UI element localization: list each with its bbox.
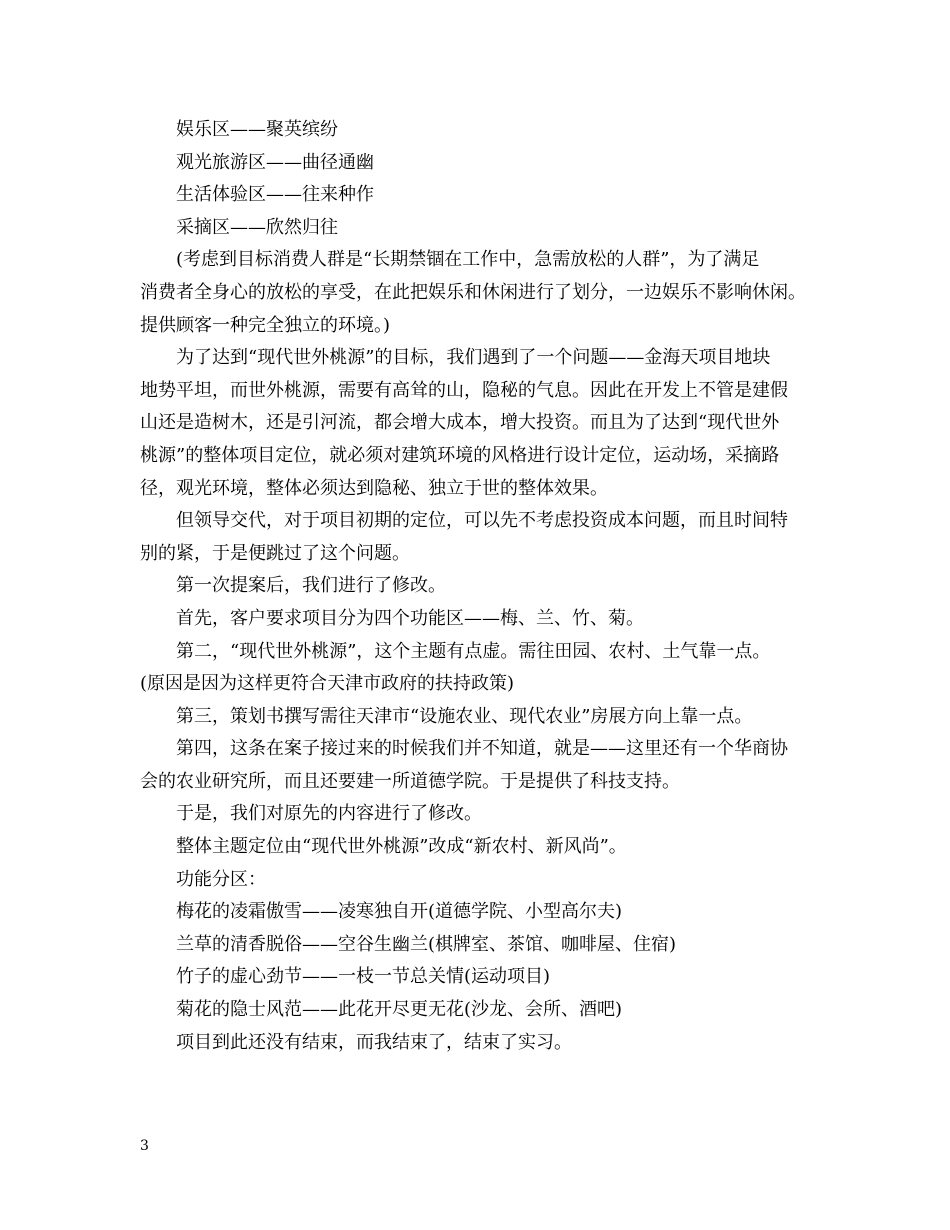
text-line: 提供顾客一种完全独立的环境。) bbox=[140, 314, 391, 336]
text-line: 生活体验区——往来种作 bbox=[176, 184, 374, 206]
text-line: 桃源”的整体项目定位，就必须对建筑环境的风格进行设计定位，运动场，采摘路 bbox=[140, 444, 780, 466]
text-line: 但领导交代，对于项目初期的定位，可以先不考虑投资成本问题，而且时间特 bbox=[176, 510, 788, 532]
text-line: 首先，客户要求项目分为四个功能区——梅、兰、竹、菊。 bbox=[176, 607, 644, 629]
text-line: 娱乐区——聚英缤纷 bbox=[176, 119, 338, 140]
text-line: 采摘区——欣然归往 bbox=[176, 216, 338, 238]
text-line: 山还是造树木，还是引河流，都会增大成本，增大投资。而且为了达到“现代世外 bbox=[140, 412, 780, 434]
text-line: 第三，策划书撰写需往天津市“设施农业、现代农业”房展方向上靠一点。 bbox=[176, 705, 753, 727]
text-line: 菊花的隐士风范——此花开尽更无花(沙龙、会所、酒吧) bbox=[176, 999, 623, 1021]
text-line: 消费者全身心的放松的享受，在此把娱乐和休闲进行了划分，一边娱乐不影响休闲。 bbox=[140, 281, 806, 303]
text-line: 第四，这条在案子接过来的时候我们并不知道，就是——这里还有一个华商协 bbox=[176, 738, 788, 760]
text-line: 功能分区： bbox=[176, 868, 266, 890]
text-line: 于是，我们对原先的内容进行了修改。 bbox=[176, 803, 482, 825]
text-line: 观光旅游区——曲径通幽 bbox=[176, 151, 374, 173]
text-line: (原因是因为这样更符合天津市政府的扶持政策) bbox=[140, 673, 515, 695]
page-number: 3 bbox=[140, 1138, 149, 1154]
text-line: 兰草的清香脱俗——空谷生幽兰(棋牌室、茶馆、咖啡屋、住宿) bbox=[176, 933, 677, 955]
text-line: 整体主题定位由“现代世外桃源”改成“新农村、新风尚”。 bbox=[176, 836, 627, 858]
text-line: 第二，“现代世外桃源”，这个主题有点虚。需往田园、农村、土气靠一点。 bbox=[176, 640, 771, 662]
text-line: 竹子的虚心劲节——一枝一节总关情(运动项目) bbox=[176, 966, 551, 988]
text-line: 地势平坦，而世外桃源，需要有高耸的山，隐秘的气息。因此在开发上不管是建假 bbox=[140, 379, 788, 401]
text-line: 径，观光环境，整体必须达到隐秘、独立于世的整体效果。 bbox=[140, 477, 608, 499]
text-line: 项目到此还没有结束，而我结束了，结束了实习。 bbox=[176, 1031, 572, 1053]
text-line: 会的农业研究所，而且还要建一所道德学院。于是提供了科技支持。 bbox=[140, 770, 680, 792]
text-line: (考虑到目标消费人群是“长期禁锢在工作中，急需放松的人群”，为了满足 bbox=[176, 249, 760, 271]
document-body bbox=[140, 114, 808, 1059]
text-line: 为了达到“现代世外桃源”的目标，我们遇到了一个问题——金海天项目地块 bbox=[176, 347, 771, 369]
text-line: 第一次提案后，我们进行了修改。 bbox=[176, 575, 446, 597]
text-line: 别的紧，于是便跳过了这个问题。 bbox=[140, 542, 410, 564]
text-line: 梅花的凌霜傲雪——凌寒独自开(道德学院、小型高尔夫) bbox=[176, 901, 623, 923]
